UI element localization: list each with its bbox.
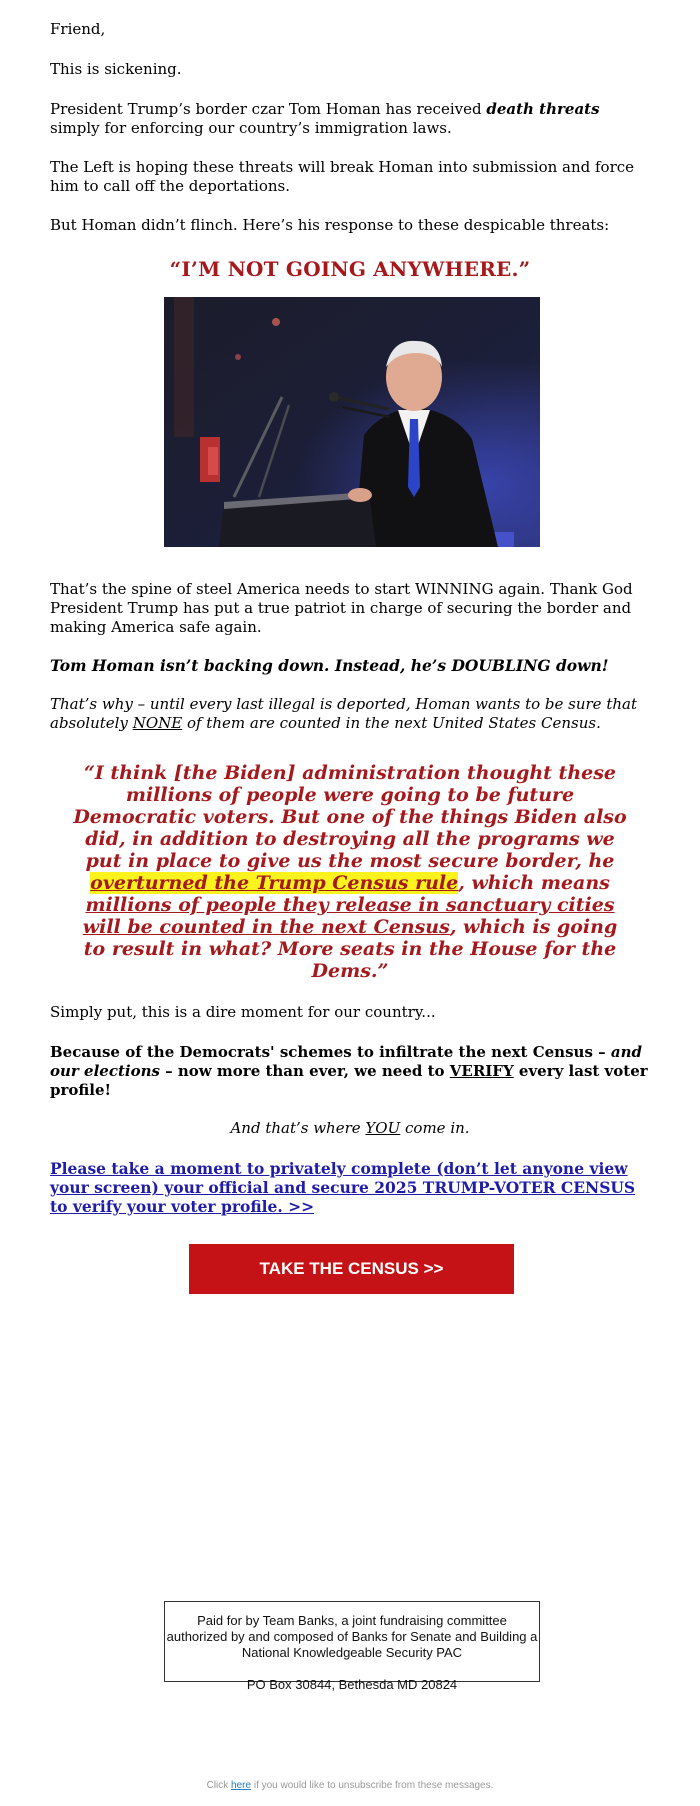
paid-for-disclaimer [164, 1601, 540, 1692]
verify-emphasis: VERIFY [449, 1062, 514, 1080]
unsubscribe-text: Click [206, 1780, 232, 1791]
paragraph-6: Tom Homan isn’t backing down. Instead, he’s DOUBLING down! [50, 656, 609, 675]
paragraph-7-text: That’s why – until every last illegal is deported, Homan wants to be sure that absolutely [50, 695, 637, 732]
greeting: Friend, [50, 20, 106, 38]
quote-text-1: “I think [the Biden] administration thought these millions of people were going to be future Democratic voters. But one of the things Biden also did, in addition to destroying all the programs we put in place to give us the most secure border, he [73, 762, 627, 872]
paragraph-9-text-end: every last voter profile! [50, 1062, 648, 1099]
unsubscribe-text-end: if you would like to unsubscribe from these messages. [251, 1780, 494, 1791]
you-emphasis: YOU [365, 1119, 401, 1137]
paragraph-3: The Left is hoping these threats will break Homan into submission and force him to call off the deportations. [50, 158, 635, 195]
take-census-button[interactable]: TAKE THE CENSUS >> [189, 1244, 514, 1294]
census-link[interactable]: Please take a moment to privately complete (don’t let anyone view your screen) your official and secure 2025 TRUMP-VOTER CENSUS to verify your voter profile. >> [50, 1159, 636, 1216]
paragraph-9-text: Because of the Democrats' schemes to infiltrate the next Census – [50, 1043, 611, 1061]
paragraph-10-text-end: come in. [400, 1119, 470, 1137]
quote-text-3: , which is going to result in what? More seats in the House for the Dems.” [83, 916, 618, 982]
underlined-sanctuary-cities: millions of people they release in sanctuary cities will be counted in the next Census [82, 894, 615, 938]
quote-text-2: , which means [458, 872, 610, 894]
headline-quote: “I’M NOT GOING ANYWHERE.” [169, 257, 531, 281]
paragraph-10-text: And that’s where [230, 1119, 366, 1137]
paragraph-9-text-2: – now more than ever, we need to [159, 1062, 450, 1080]
unsubscribe-line [50, 1776, 650, 1795]
paragraph-2-text: President Trump’s border czar Tom Homan has received [50, 100, 487, 118]
homan-quote [70, 762, 630, 982]
none-emphasis: NONE [132, 714, 183, 732]
paragraph-9 [50, 1043, 650, 1100]
paragraph-8: Simply put, this is a dire moment for our country... [50, 1003, 436, 1021]
disclaimer-text: Paid for by Team Banks, a joint fundraising committee authorized by and composed of Banks for Senate and Building a National Knowledgeable Security PAC [166, 1613, 538, 1660]
paragraph-4: But Homan didn’t flinch. Here’s his response to these despicable threats: [50, 216, 610, 234]
unsubscribe-link[interactable]: here [231, 1780, 252, 1791]
elections-emphasis: and our elections [50, 1043, 642, 1080]
paragraph-2-text-end: simply for enforcing our country’s immigration laws. [50, 119, 452, 137]
paragraph-7-text-end: of them are counted in the next United States Census. [182, 714, 601, 732]
paragraph-7 [50, 695, 650, 733]
paragraph-5: That’s the spine of steel America needs to start WINNING again. Thank God President Trump has put a true patriot in charge of securing the border and making America safe again. [50, 580, 633, 636]
paragraph-2 [50, 100, 650, 138]
paragraph-10 [50, 1119, 650, 1138]
paragraph-1: This is sickening. [50, 60, 182, 78]
mailing-address: PO Box 30844, Bethesda MD 20824 [246, 1677, 458, 1692]
speaker-photo [164, 297, 540, 547]
death-threats-emphasis: death threats [486, 100, 600, 118]
highlighted-census-rule: overturned the Trump Census rule [90, 872, 459, 894]
